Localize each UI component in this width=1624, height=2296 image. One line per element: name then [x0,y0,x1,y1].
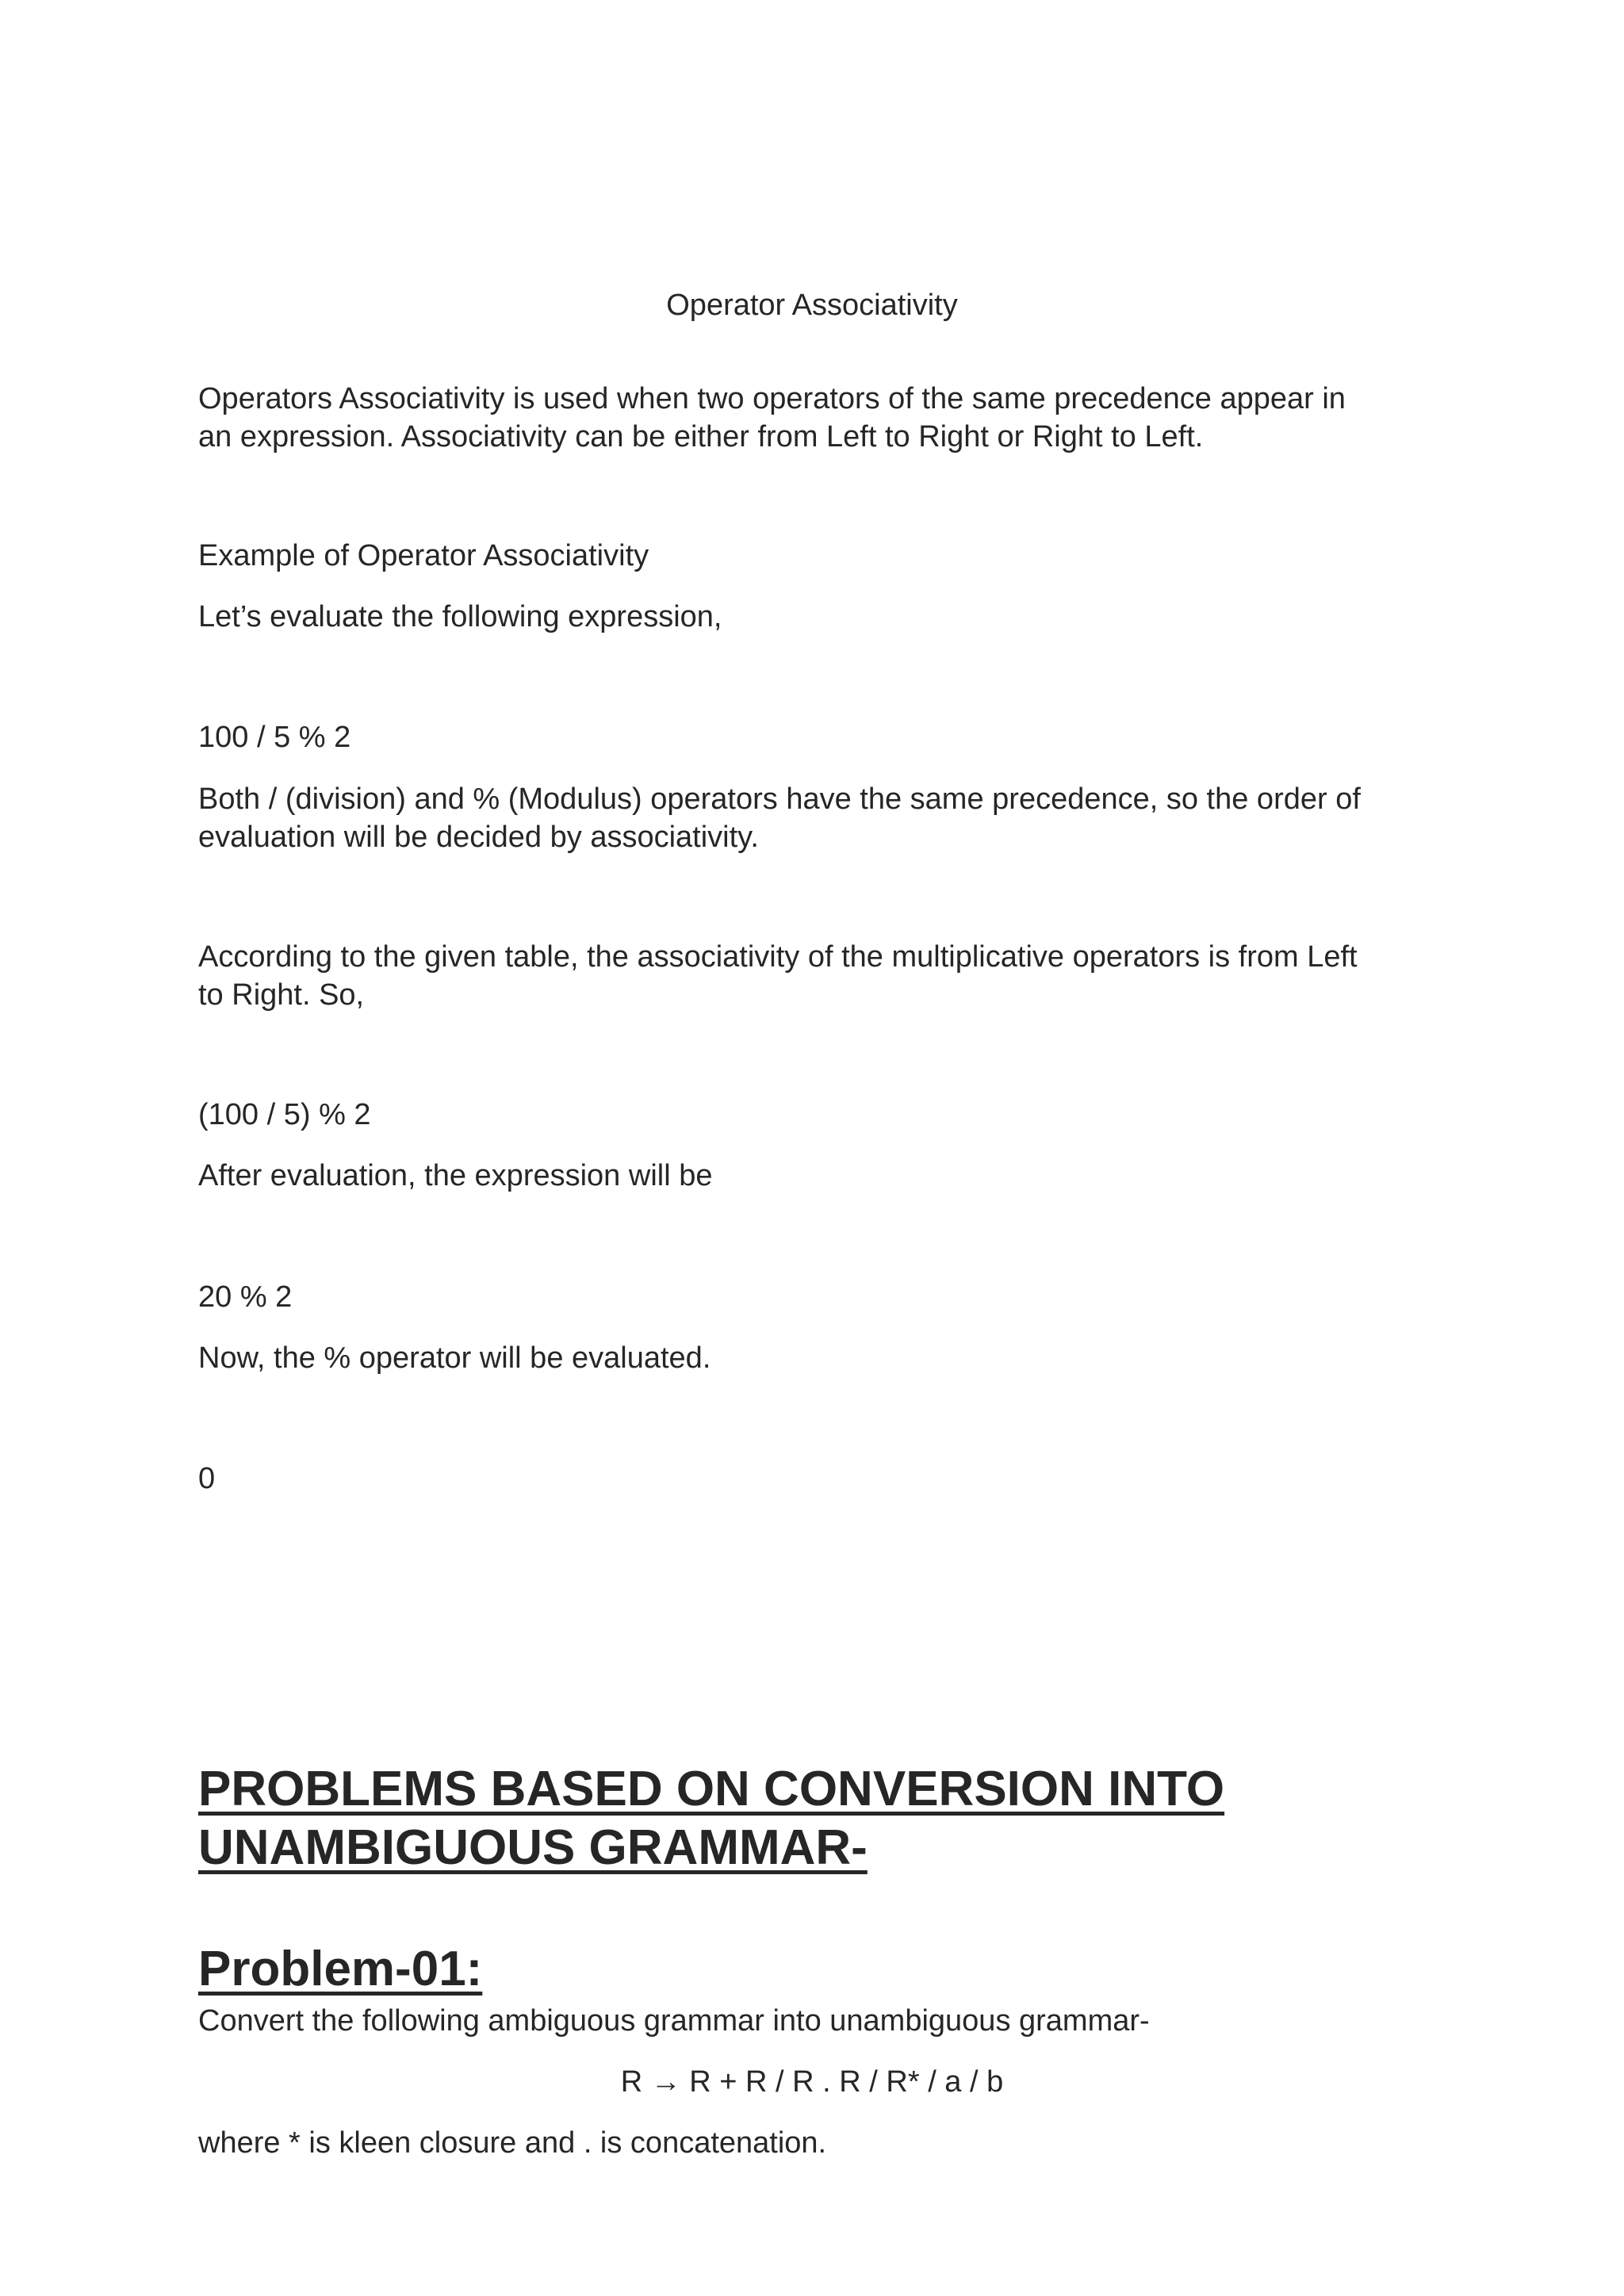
page-title: Operator Associativity [666,289,958,322]
according-text-line-1: According to the given table, the associativity of the multiplicative operators is from Left [198,940,1358,974]
where-text: where * is kleen closure and . is concatenation. [198,2126,827,2160]
according-text-line-2: to Right. So, [198,978,365,1012]
convert-text: Convert the following ambiguous grammar into unambiguous grammar- [198,2004,1150,2038]
problems-heading-line-2: UNAMBIGUOUS GRAMMAR- [198,1820,868,1875]
expression-1: 100 / 5 % 2 [198,721,351,754]
result-value: 0 [198,1462,216,1495]
now-text: Now, the % operator will be evaluated. [198,1341,711,1375]
expression-3: 20 % 2 [198,1280,293,1314]
problem-title: Problem-01: [198,1942,483,1996]
problems-heading-line-1: PROBLEMS BASED ON CONVERSION INTO [198,1762,1225,1816]
grammar-rule: R → R + R / R . R / R* / a / b [620,2065,1004,2099]
intro-line-1: Operators Associativity is used when two operators of the same precedence appear in [198,382,1346,415]
both-text-line-2: evaluation will be decided by associativity. [198,821,759,854]
expression-2: (100 / 5) % 2 [198,1098,371,1131]
example-heading: Example of Operator Associativity [198,539,649,572]
both-text-line-1: Both / (division) and % (Modulus) operators have the same precedence, so the order of [198,783,1361,816]
intro-line-2: an expression. Associativity can be either from Left to Right or Right to Left. [198,420,1204,453]
evaluate-text: Let’s evaluate the following expression, [198,600,722,633]
after-text: After evaluation, the expression will be [198,1159,713,1192]
